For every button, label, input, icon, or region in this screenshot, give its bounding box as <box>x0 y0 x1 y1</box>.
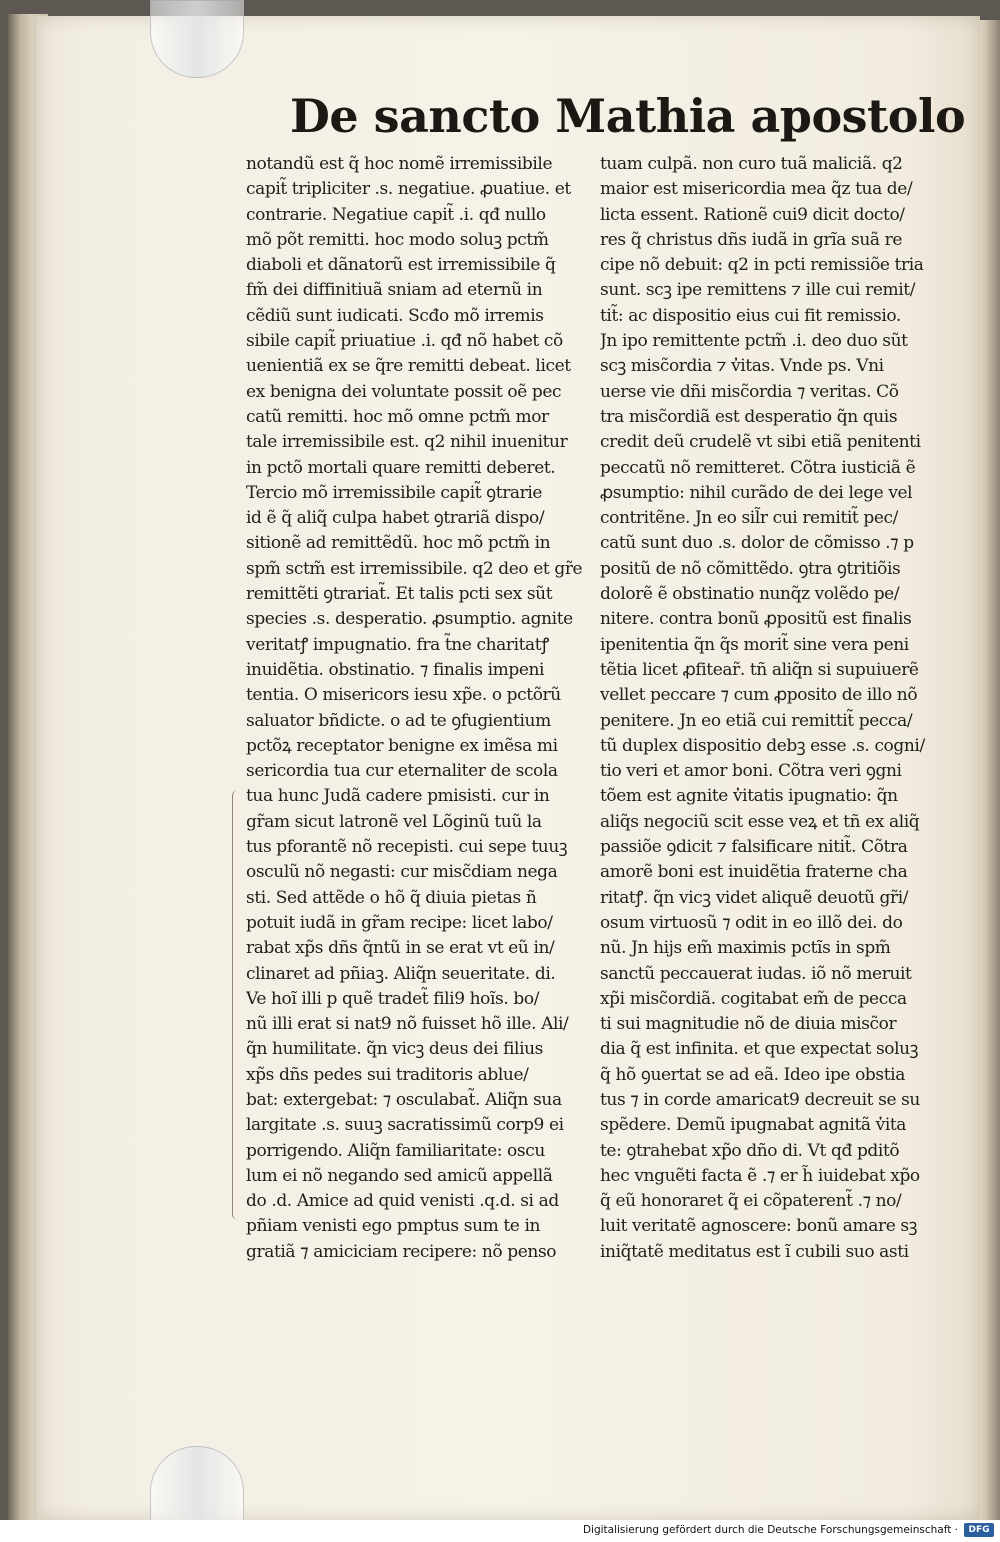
text-line: sanctũ peccauerat iudas. iõ nõ meruit <box>600 963 912 984</box>
text-line: ti sui magnitudie nõ de diuia misc̃or <box>600 1014 897 1035</box>
text-column-right <box>600 152 952 1265</box>
text-line: tũ duplex dispositio debꝫ esse .s. cogni/ <box>600 735 925 756</box>
text-line: osum virtuosũ ⁊ odit in eo illõ dei. do <box>600 912 903 933</box>
text-line: pctõꝝ receptator benigne ex imẽsa mi <box>246 735 558 756</box>
text-line: cẽdiũ sunt iudicati. Scđo mõ irremis <box>246 305 544 326</box>
text-line: ipenitentia q̃n q̃s morit̃ sine vera peni <box>600 634 909 655</box>
text-line: ritatꝭ. q̃n vicꝫ videt aliquẽ deuotũ gr̃i/ <box>600 887 909 908</box>
text-line: Ve hoĩ illi p quẽ tradet̃ fili9 hoĩs. bo/ <box>246 988 540 1009</box>
text-line: porrigendo. Aliq̃n familiaritate: oscu <box>246 1140 545 1161</box>
text-line: nũ illi erat si nat9 nõ fuisset hõ ille. Ali/ <box>246 1014 569 1035</box>
text-line: nitere. contra bonũ ꝓpositũ est finalis <box>600 609 912 630</box>
text-line: in pctõ mortali quare remitti deberet. <box>246 457 556 478</box>
text-line: sunt. scꝫ ipe remittens ⁊ ille cui remit/ <box>600 280 916 301</box>
text-line: bat: extergebat: ⁊ osculabat̃. Aliq̃n sua <box>246 1089 562 1110</box>
text-line: xp̃s dñs pedes sui traditoris ablue/ <box>246 1064 529 1085</box>
text-line: luit veritatẽ agnoscere: bonũ amare sꝫ <box>600 1216 917 1237</box>
text-line: catũ sunt duo .s. dolor de cõmisso .⁊ p <box>600 533 914 554</box>
text-line: positũ de nõ cõmittẽdo. ꝯtra ꝯtritiõis <box>600 558 901 579</box>
text-line: hec vnguẽti facta ẽ .⁊ er h̃ iuidebat xp̃o <box>600 1165 920 1186</box>
text-line: gr̃am sicut latronẽ vel Lõginũ tuũ la <box>246 811 542 832</box>
text-line: tus ⁊ in corde amaricat9 decreuit se su <box>600 1089 920 1110</box>
text-line: scꝫ misc̃ordia ⁊ v̓itas. Vnde ps. Vni <box>600 356 884 377</box>
text-line: nũ. Jn hijs em̃ maximis pctĩs in spm̃ <box>600 938 891 959</box>
text-line: sti. Sed attẽde o hõ q̃ diuia pietas ñ <box>246 887 537 908</box>
text-line: licta essent. Rationẽ cui9 dicit docto/ <box>600 204 905 225</box>
text-line: tra misc̃ordiã est desperatio q̃n quis <box>600 406 898 427</box>
text-line: amorẽ boni est inuidẽtia fraterne cha <box>600 862 908 883</box>
text-line: spẽdere. Demũ ipugnabat agnitã v̓ita <box>600 1115 907 1136</box>
text-line: uenientiã ex se q̃re remitti debeat. licet <box>246 356 571 377</box>
text-line: tua hunc Judã cadere pmisisti. cur in <box>246 786 550 807</box>
text-line: credit deũ crudelẽ vt sibi etiã penitenti <box>600 432 921 453</box>
text-line: tit̃: ac dispositio eius cui fit remissio. <box>600 305 901 326</box>
text-line: maior est misericordia mea q̃z tua de/ <box>600 179 913 200</box>
text-line: fm̃ dei diffinitiuã sniam ad eternũ in <box>246 280 543 301</box>
text-line: do .d. Amice ad quid venisti .q.d. si ad <box>246 1191 559 1212</box>
text-line: notandũ est q̃ hoc nomẽ irremissibile <box>246 154 553 174</box>
dfg-logo: DFG <box>964 1523 994 1537</box>
text-line: tuam culpã. non curo tuã maliciã. q2 <box>600 154 903 174</box>
text-line: capit̃ tripliciter .s. negatiue. ꝓuatiue. et <box>246 179 571 200</box>
text-line: ex benigna dei voluntate possit oẽ pec <box>246 381 562 402</box>
text-line: pñiam venisti ego pmptus sum te in <box>246 1216 541 1237</box>
text-line: q̃ eũ honoraret q̃ ei cõpaterent̃ .⁊ no/ <box>600 1191 902 1212</box>
text-line: peccatũ nõ remitteret. Cõtra iusticiã ẽ <box>600 457 916 478</box>
text-line: diaboli et dãnatorũ est irremissibile q̃ <box>246 255 556 276</box>
text-line: passiõe ꝯdicit ⁊ falsificare nitit̃. Cõtra <box>600 837 908 858</box>
text-line: lum ei nõ negando sed amicũ appellã <box>246 1165 553 1186</box>
text-line: contrarie. Negatiue capit̃ .i. qđ nullo <box>246 204 546 225</box>
text-line: q̃n humilitate. q̃n vicꝫ deus dei filius <box>246 1039 543 1060</box>
text-line: sibile capit̃ priuatiue .i. qđ nõ habet cõ <box>246 331 563 352</box>
text-line: res q̃ christus dñs iudã in grĩa suã re <box>600 229 903 250</box>
text-line: penitere. Jn eo etiã cui remittit̃ pecca/ <box>600 710 913 731</box>
text-line: vellet peccare ⁊ cum ꝓposito de illo nõ <box>600 685 918 706</box>
text-line: Jn ipo remittente pctm̃ .i. deo duo sũt <box>600 331 908 352</box>
text-line: tẽtia licet ꝓfitear̃. tñ aliq̃n si supuiuerẽ <box>600 659 919 680</box>
text-line: xp̃i misc̃ordiã. cogitabat em̃ de pecca <box>600 988 907 1009</box>
text-line: cipe nõ debuit: q2 in pcti remissiõe tria <box>600 255 924 276</box>
text-line: remittẽti ꝯtrariat̃. Et talis pcti sex sũt <box>246 584 553 605</box>
margin-bracket-mark <box>232 790 241 1220</box>
text-column-left <box>246 152 592 1265</box>
text-line: largitate .s. suuꝫ sacratissimũ corp9 ei <box>246 1115 564 1136</box>
text-line: q̃ hõ ꝯuertat se ad eã. Ideo ipe obstia <box>600 1064 905 1085</box>
text-line: ꝓsumptio: nihil curãdo de dei lege vel <box>600 482 913 503</box>
footer-credit: Digitalisierung gefördert durch die Deutsche Forschungsgemeinschaft · <box>582 1524 958 1536</box>
text-line: dolorẽ ẽ obstinatio nunq̃z volẽdo pe/ <box>600 584 900 605</box>
text-line: te: ꝯtrahebat xp̃o dño di. Vt qđ pditõ <box>600 1140 900 1161</box>
text-line: contritẽne. Jn eo sil̃r cui remitit̃ pec/ <box>600 508 898 529</box>
text-line: sitionẽ ad remittẽdũ. hoc mõ pctm̃ in <box>246 533 551 554</box>
text-line: osculũ nõ negasti: cur misc̃diam nega <box>246 862 558 883</box>
text-line: veritatꝭ impugnatio. fra t̃ne charitatꝭ <box>246 634 549 655</box>
text-line: catũ remitti. hoc mõ omne pctm̃ mor <box>246 406 549 427</box>
page-heading: De sancto Mathia apostolo <box>290 89 966 143</box>
text-line: Tercio mõ irremissibile capit̃ ꝯtrarie <box>246 482 543 503</box>
text-line: spm̃ sctm̃ est irremissibile. q2 deo et gr̃e <box>246 558 583 579</box>
footer-bar <box>0 1520 1000 1542</box>
text-line: mõ põt remitti. hoc modo soluꝫ pctm̃ <box>246 229 549 250</box>
text-line: inuidẽtia. obstinatio. ⁊ finalis impeni <box>246 659 545 680</box>
text-line: tõem est agnite v̓itatis ipugnatio: q̃n <box>600 786 898 807</box>
text-line: sericordia tua cur eternaliter de scola <box>246 761 558 782</box>
text-line: uerse vie dñi misc̃ordia ⁊ veritas. Cõ <box>600 381 899 402</box>
text-line: rabat xp̃s dñs q̃ntũ in se erat vt eũ in/ <box>246 938 555 959</box>
text-line: id ẽ q̃ aliq̃ culpa habet ꝯtrariã dispo/ <box>246 508 545 529</box>
text-line: species .s. desperatio. ꝓsumptio. agnite <box>246 609 573 630</box>
text-line: aliq̃s negociũ scit esse veꝝ et tñ ex aliq̃ <box>600 811 920 832</box>
text-line: iniq̃tatẽ meditatus est ĩ cubili suo asti <box>600 1241 909 1262</box>
text-line: potuit iudã in gr̃am recipe: licet labo/ <box>246 912 553 933</box>
text-line: clinaret ad pñiaꝫ. Aliq̃n seueritate. di. <box>246 963 556 984</box>
text-line: tale irremissibile est. q2 nihil inuenitur <box>246 432 568 453</box>
text-line: tus pforantẽ nõ recepisti. cui sepe tuuꝫ <box>246 837 568 858</box>
text-line: saluator bñdicte. o ad te ꝯfugientium <box>246 710 551 731</box>
text-line: tio veri et amor boni. Cõtra veri ꝯgni <box>600 761 902 782</box>
text-line: dia q̃ est infinita. et que expectat soluꝫ <box>600 1039 918 1060</box>
text-line: tentia. O misericors iesu xp̃e. o pctõrũ <box>246 685 561 706</box>
text-line: gratiã ⁊ amiciciam recipere: nõ penso <box>246 1241 557 1262</box>
